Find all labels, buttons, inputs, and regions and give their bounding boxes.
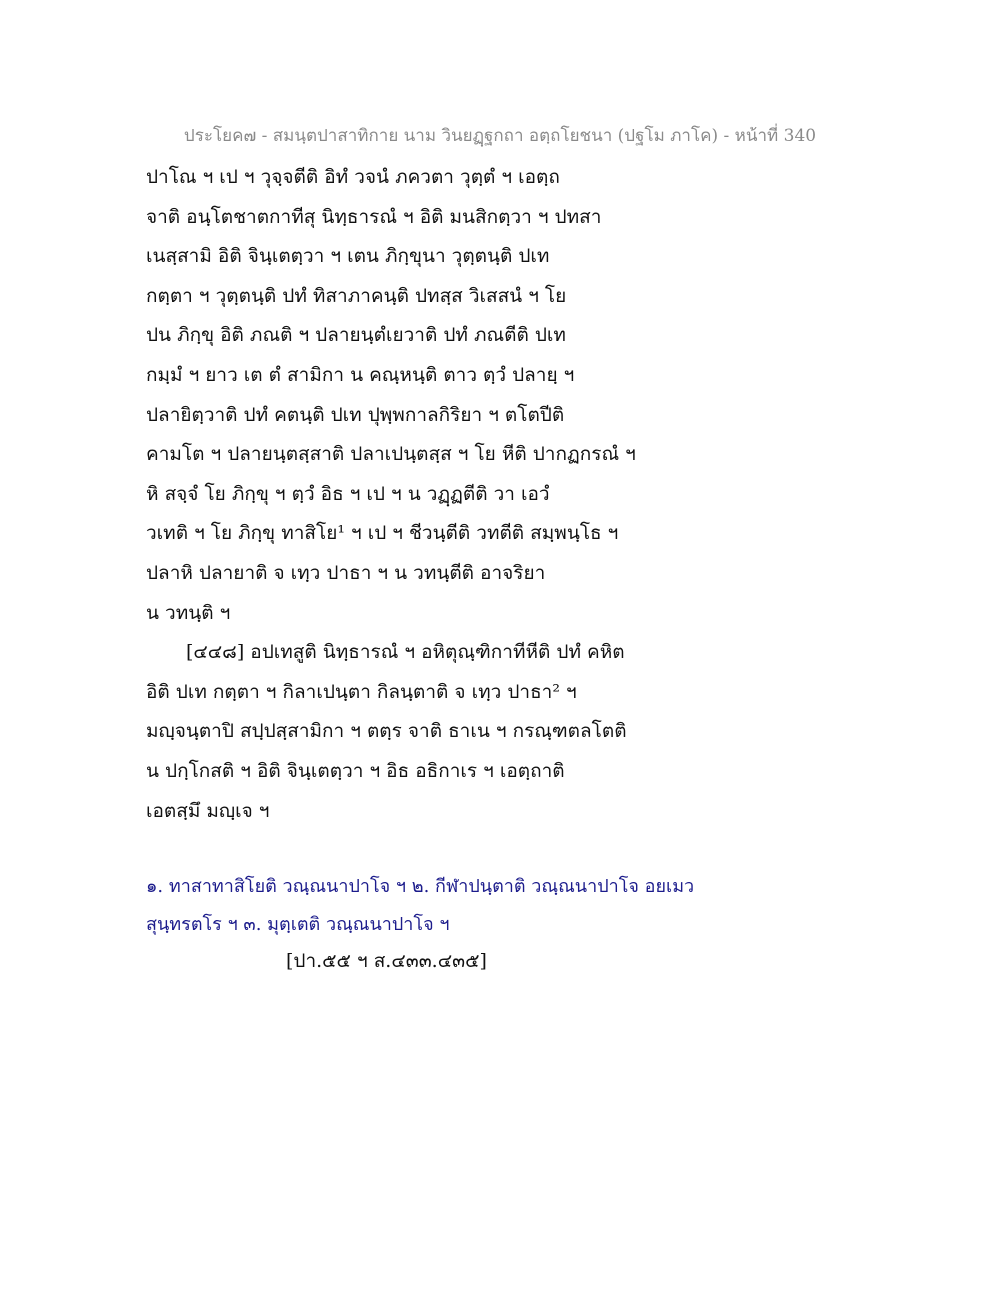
footnotes [146,868,906,944]
text-line: ปลาหิ ปลายาติ จ เทฺว ปาธา ฯ น วทนฺตีติ อาจริยา [146,561,546,584]
paragraph-start-line: [๔๔๘] อปเทสูติ นิทฺธารณํ ฯ อหิตุณฺฑิกาทีหีติ ปทํ คหิต [186,641,625,664]
footnote-line: สุนฺทรตโร ฯ ๓. มุตฺเตติ วณฺณนาปาโจ ฯ [146,914,450,935]
text-line: น วทนฺติ ฯ [146,601,231,624]
text-line: ปาโณ ฯ เป ฯ วุจฺจตีติ อิทํ วจนํ ภควตา วุตฺตํ ฯ เอตฺถ [146,166,560,188]
text-line: จาติ อนฺโตชาตกาทีสุ นิทฺธารณํ ฯ อิติ มนสิกตฺวา ฯ ปทสา [146,205,602,228]
text-line: วเทติ ฯ โย ภิกฺขุ ทาสิโย¹ ฯ เป ฯ ชีวนฺตีติ วทตีติ สมฺพนฺโธ ฯ [146,522,619,545]
main-text [146,158,906,831]
text-line: คามโต ฯ ปลายนฺตสฺสาติ ปลาเปนฺตสฺส ฯ โย หีติ ปากฏกรณํ ฯ [146,443,636,466]
text-line: อิติ ปเท กตฺตา ฯ กิลาเปนฺตา กิลนฺตาติ จ เทฺว ปาธา² ฯ [146,680,577,703]
text-line: กมฺมํ ฯ ยาว เต ตํ สามิกา น คณฺหนฺติ ตาว ตฺวํ ปลายฺ ฯ [146,363,575,386]
page-reference: [ปา.๕๕ ฯ ส.๔๓๓.๔๓๕] [286,950,487,972]
text-line: กตฺตา ฯ วุตฺตนฺติ ปทํ ทิสาภาคนฺติ ปทสฺส วิเสสนํ ฯ โย [146,284,567,307]
footnote-line: ๑. ทาสาทาสิโยติ วณฺณนาปาโจ ฯ ๒. กีฬาปนฺตาติ วณฺณนาปาโจ อยเมว [146,876,695,897]
text-line: มญฺจนฺตาปิ สปฺปสฺสามิกา ฯ ตตฺร จาติ ธาเน ฯ กรณฺฑตลโตติ [146,720,627,743]
page-header: ประโยค๗ - สมนฺตปาสาทิกาย นาม วินยฏฺฐกถา อตฺถโยชนา (ปฐโม ภาโค) - หน้าที่ 340 [183,126,817,146]
text-line: ปลายิตฺวาติ ปทํ คตนฺติ ปเท ปุพฺพกาลกิริยา ฯ ตโตปีติ [146,403,565,426]
text-line: ปน ภิกฺขุ อิติ ภณติ ฯ ปลายนฺตํเยวาติ ปทํ ภณตีติ ปเท [146,324,566,347]
text-line: เอตสฺมึ มญฺเจ ฯ [146,799,270,822]
text-line: เนสฺสามิ อิติ จินฺเตตฺวา ฯ เตน ภิกฺขุนา วุตฺตนฺติ ปเท [146,245,550,268]
text-line: น ปกฺโกสติ ฯ อิติ จินฺเตตฺวา ฯ อิธ อธิกาเร ฯ เอตฺถาติ [146,759,565,782]
text-line: หิ สจฺจํ โย ภิกฺขุ ฯ ตฺวํ อิธ ฯ เป ฯ น วฏฺฏตีติ วา เอวํ [146,482,550,505]
